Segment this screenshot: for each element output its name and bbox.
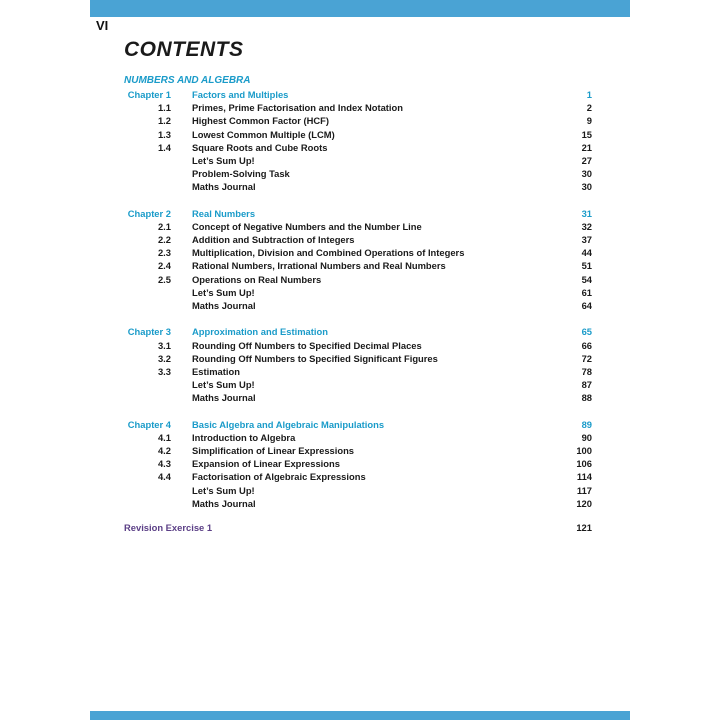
- entry-page: 117: [576, 484, 592, 496]
- entry-page: 100: [576, 445, 592, 457]
- entry-page: 32: [581, 220, 592, 232]
- entry-page: 114: [576, 471, 592, 483]
- entry-page: 87: [581, 379, 592, 391]
- chapter-title: Factors and Multiples: [192, 89, 289, 100]
- entry-page: 30: [581, 181, 592, 193]
- toc-entry[interactable]: [0, 246, 720, 259]
- entry-page: 27: [581, 154, 592, 166]
- entry-number: 2.4: [157, 260, 171, 272]
- chapter-row[interactable]: [0, 418, 720, 431]
- chapter-row[interactable]: [0, 325, 720, 338]
- toc-entry[interactable]: [0, 444, 720, 457]
- revision-page: 121: [576, 522, 592, 533]
- entry-page: 72: [581, 352, 592, 364]
- toc-entry[interactable]: [0, 497, 720, 510]
- chapter-page: 65: [581, 326, 592, 338]
- chapter-title: Basic Algebra and Algebraic Manipulations: [192, 418, 385, 430]
- entry-title: Square Roots and Cube Roots: [192, 141, 328, 153]
- entry-title: Let’s Sum Up!: [192, 379, 255, 391]
- entry-page: 44: [581, 247, 592, 259]
- entry-page: 9: [586, 115, 592, 127]
- toc-entry[interactable]: [0, 431, 720, 444]
- entry-title: Highest Common Factor (HCF): [192, 115, 329, 127]
- chapter-title: Approximation and Estimation: [192, 326, 328, 338]
- toc-entry[interactable]: [0, 299, 720, 312]
- chapter-row[interactable]: [0, 88, 720, 101]
- entry-title: Let’s Sum Up!: [192, 154, 255, 166]
- entry-page: 78: [581, 365, 592, 377]
- entry-number: 4.2: [157, 445, 171, 457]
- toc-entry[interactable]: [0, 273, 720, 286]
- entry-page: 15: [581, 128, 592, 140]
- entry-title: Maths Journal: [192, 392, 256, 404]
- entry-number: 1.3: [157, 128, 171, 140]
- entry-title: Let’s Sum Up!: [192, 484, 255, 496]
- toc-entry[interactable]: [0, 141, 720, 154]
- toc-entry[interactable]: [0, 457, 720, 470]
- entry-page: 90: [581, 431, 592, 443]
- toc-entry[interactable]: [0, 128, 720, 141]
- entry-page: 66: [581, 339, 592, 351]
- revision-entry[interactable]: [124, 522, 592, 536]
- entry-number: 3.2: [157, 352, 171, 364]
- bottom-color-bar: [90, 711, 630, 720]
- chapter-label: Chapter 3: [127, 326, 171, 338]
- top-color-bar: [90, 0, 630, 17]
- entry-number: 2.5: [157, 273, 171, 285]
- toc-entry[interactable]: [0, 101, 720, 114]
- entry-title: Maths Journal: [192, 300, 256, 311]
- toc-entry[interactable]: [0, 233, 720, 246]
- chapter-title: Real Numbers: [192, 207, 256, 219]
- toc-entry[interactable]: [0, 180, 720, 193]
- toc-entry[interactable]: [0, 365, 720, 378]
- chapter-page: 1: [586, 89, 592, 100]
- chapter-page: 89: [581, 418, 592, 430]
- entry-title: Estimation: [192, 365, 240, 377]
- toc-entry[interactable]: [0, 259, 720, 272]
- section-heading: NUMBERS AND ALGEBRA: [124, 75, 251, 86]
- entry-number: 1.4: [157, 141, 171, 153]
- entry-title: Concept of Negative Numbers and the Number Line: [192, 220, 422, 232]
- page-title: CONTENTS: [124, 38, 244, 61]
- entry-title: Lowest Common Multiple (LCM): [192, 128, 335, 140]
- entry-page: 37: [581, 234, 592, 246]
- entry-number: 2.3: [157, 247, 171, 259]
- entry-number: 1.1: [157, 102, 171, 114]
- entry-number: 4.1: [157, 431, 171, 443]
- entry-page: 88: [581, 392, 592, 404]
- entry-title: Let’s Sum Up!: [192, 286, 255, 298]
- entry-number: 3.1: [157, 339, 171, 351]
- entry-title: Addition and Subtraction of Integers: [192, 234, 355, 246]
- page-number: VI: [96, 18, 109, 33]
- entry-title: Introduction to Algebra: [192, 431, 296, 443]
- entry-title: Maths Journal: [192, 181, 256, 193]
- chapter-spacer: [0, 405, 720, 418]
- entry-title: Multiplication, Division and Combined Operations of Integers: [192, 247, 465, 259]
- chapter-label: Chapter 2: [127, 207, 171, 219]
- toc-entry[interactable]: [0, 391, 720, 404]
- entry-page: 120: [576, 497, 592, 509]
- toc-entry[interactable]: [0, 220, 720, 233]
- entry-title: Expansion of Linear Expressions: [192, 458, 340, 470]
- toc-entry[interactable]: [0, 167, 720, 180]
- chapter-label: Chapter 4: [127, 418, 171, 430]
- chapter-spacer: [0, 194, 720, 207]
- entry-number: 2.2: [157, 234, 171, 246]
- toc-entry[interactable]: [0, 154, 720, 167]
- chapter-row[interactable]: [0, 207, 720, 220]
- entry-page: 106: [576, 458, 592, 470]
- entry-page: 21: [581, 141, 592, 153]
- chapter-spacer: [0, 312, 720, 325]
- entry-page: 2: [586, 102, 592, 114]
- entry-page: 61: [581, 286, 592, 298]
- toc-entry[interactable]: [0, 114, 720, 127]
- toc-entry[interactable]: [0, 339, 720, 352]
- entry-title: Rational Numbers, Irrational Numbers and Real Numbers: [192, 260, 446, 272]
- entry-number: 4.4: [157, 471, 171, 483]
- toc-entry[interactable]: [0, 352, 720, 365]
- entry-title: Operations on Real Numbers: [192, 273, 322, 285]
- entry-page: 51: [581, 260, 592, 272]
- entry-title: Problem-Solving Task: [192, 168, 290, 180]
- toc-entry[interactable]: [0, 484, 720, 497]
- entry-number: 4.3: [157, 458, 171, 470]
- entry-page: 64: [581, 300, 592, 311]
- toc-entry[interactable]: [0, 470, 720, 483]
- entry-title: Rounding Off Numbers to Specified Significant Figures: [192, 352, 438, 364]
- chapter-page: 31: [581, 207, 592, 219]
- entry-title: Simplification of Linear Expressions: [192, 445, 355, 457]
- revision-title: Revision Exercise 1: [124, 522, 213, 533]
- entry-page: 54: [581, 273, 592, 285]
- entry-page: 30: [581, 168, 592, 180]
- table-of-contents: [0, 88, 720, 510]
- entry-title: Maths Journal: [192, 497, 256, 509]
- entry-title: Factorisation of Algebraic Expressions: [192, 471, 366, 483]
- entry-number: 3.3: [157, 365, 171, 377]
- entry-title: Primes, Prime Factorisation and Index Notation: [192, 102, 403, 114]
- entry-number: 2.1: [157, 220, 171, 232]
- toc-entry[interactable]: [0, 286, 720, 299]
- toc-entry[interactable]: [0, 378, 720, 391]
- chapter-label: Chapter 1: [127, 89, 171, 100]
- entry-number: 1.2: [157, 115, 171, 127]
- entry-title: Rounding Off Numbers to Specified Decimal Places: [192, 339, 422, 351]
